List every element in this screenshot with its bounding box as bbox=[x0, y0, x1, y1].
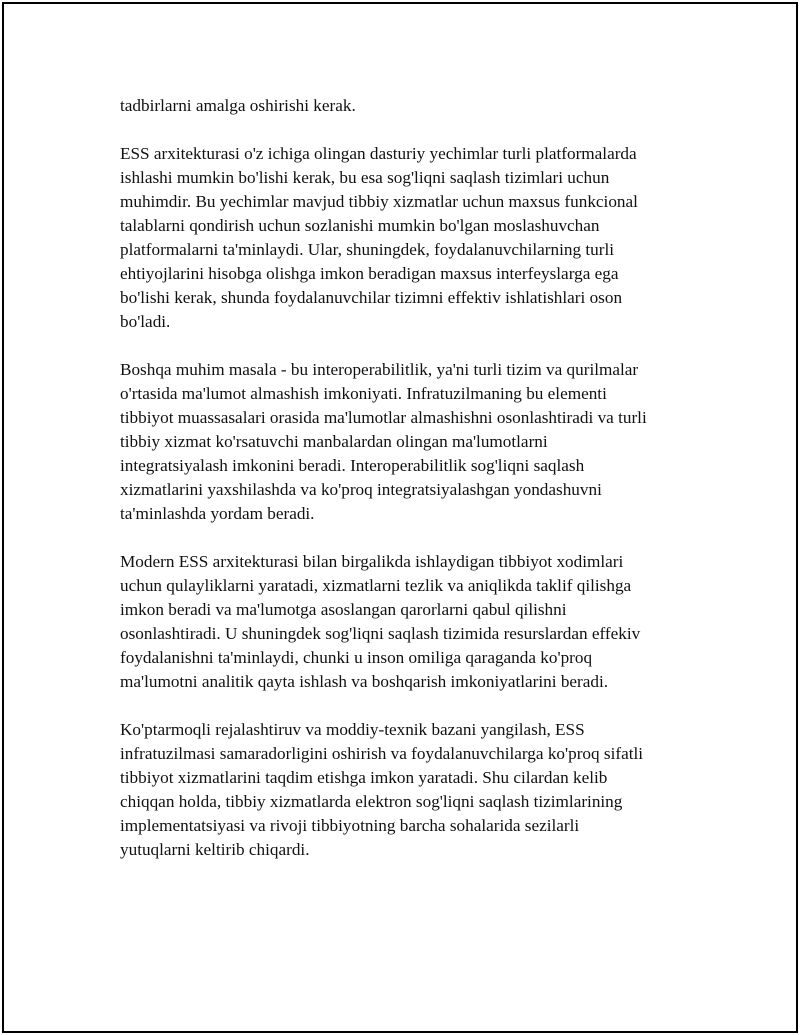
text-line: Ko'ptarmoqli rejalashtiruv va moddiy-texnik bazani yangilash, ESS bbox=[120, 720, 585, 739]
text-line: uchun qulayliklarni yaratadi, xizmatlarni tezlik va aniqlikda taklif qilishga bbox=[120, 576, 632, 595]
text-line: osonlashtiradi. U shuningdek sog'liqni saqlash tizimida resurslardan effekiv bbox=[120, 624, 641, 643]
text-line: infratuzilmasi samaradorligini oshirish va foydalanuvchilarga ko'proq sifatli bbox=[120, 744, 644, 763]
text-line: xizmatlarini yaxshilashda va ko'proq integratsiyalashgan yondashuvni bbox=[120, 480, 602, 499]
text-line: tibbiyot xizmatlarini taqdim etishga imkon yaratadi. Shu cilardan kelib bbox=[120, 768, 608, 787]
paragraph bbox=[120, 718, 700, 862]
document-page bbox=[2, 2, 798, 1033]
text-line: tadbirlarni amalga oshirishi kerak. bbox=[120, 96, 356, 115]
text-line: talablarni qondirish uchun sozlanishi mumkin bo'lgan moslashuvchan bbox=[120, 216, 600, 235]
text-line: ESS arxitekturasi o'z ichiga olingan dasturiy yechimlar turli platformalarda bbox=[120, 144, 637, 163]
text-line: chiqqan holda, tibbiy xizmatlarda elektron sog'liqni saqlash tizimlarining bbox=[120, 792, 623, 811]
text-line: integratsiyalash imkonini beradi. Interoperabilitlik sog'liqni saqlash bbox=[120, 456, 585, 475]
text-line: bo'ladi. bbox=[120, 312, 171, 331]
text-line: muhimdir. Bu yechimlar mavjud tibbiy xizmatlar uchun maxsus funkcional bbox=[120, 192, 638, 211]
paragraph bbox=[120, 358, 700, 526]
paragraph bbox=[120, 550, 700, 694]
text-line: imkon beradi va ma'lumotga asoslangan qarorlarni qabul qilishni bbox=[120, 600, 567, 619]
paragraph bbox=[120, 142, 700, 334]
text-line: ehtiyojlarini hisobga olishga imkon beradigan maxsus interfeyslarga ega bbox=[120, 264, 619, 283]
text-line: foydalanishni ta'minlaydi, chunki u inson omiliga qaraganda ko'proq bbox=[120, 648, 593, 667]
text-line: ta'minlashda yordam beradi. bbox=[120, 504, 315, 523]
text-line: yutuqlarni keltirib chiqardi. bbox=[120, 840, 310, 859]
text-line: implementatsiyasi va rivoji tibbiyotning barcha sohalarida sezilarli bbox=[120, 816, 580, 835]
text-line: platformalarni ta'minlaydi. Ular, shuningdek, foydalanuvchilarning turli bbox=[120, 240, 615, 259]
text-line: tibbiy xizmat ko'rsatuvchi manbalardan olingan ma'lumotlarni bbox=[120, 432, 548, 451]
text-line: tibbiyot muassasalari orasida ma'lumotlar almashishni osonlashtiradi va turli bbox=[120, 408, 647, 427]
text-line: bo'lishi kerak, shunda foydalanuvchilar tizimni effektiv ishlatishlari oson bbox=[120, 288, 623, 307]
paragraph bbox=[120, 94, 700, 118]
text-line: ma'lumotni analitik qayta ishlash va boshqarish imkoniyatlarini beradi. bbox=[120, 672, 609, 691]
document-body bbox=[120, 94, 700, 886]
text-line: o'rtasida ma'lumot almashish imkoniyati. Infratuzilmaning bu elementi bbox=[120, 384, 607, 403]
text-line: Modern ESS arxitekturasi bilan birgalikda ishlaydigan tibbiyot xodimlari bbox=[120, 552, 624, 571]
text-line: Boshqa muhim masala - bu interoperabilitlik, ya'ni turli tizim va qurilmalar bbox=[120, 360, 639, 379]
text-line: ishlashi mumkin bo'lishi kerak, bu esa sog'liqni saqlash tizimlari uchun bbox=[120, 168, 610, 187]
